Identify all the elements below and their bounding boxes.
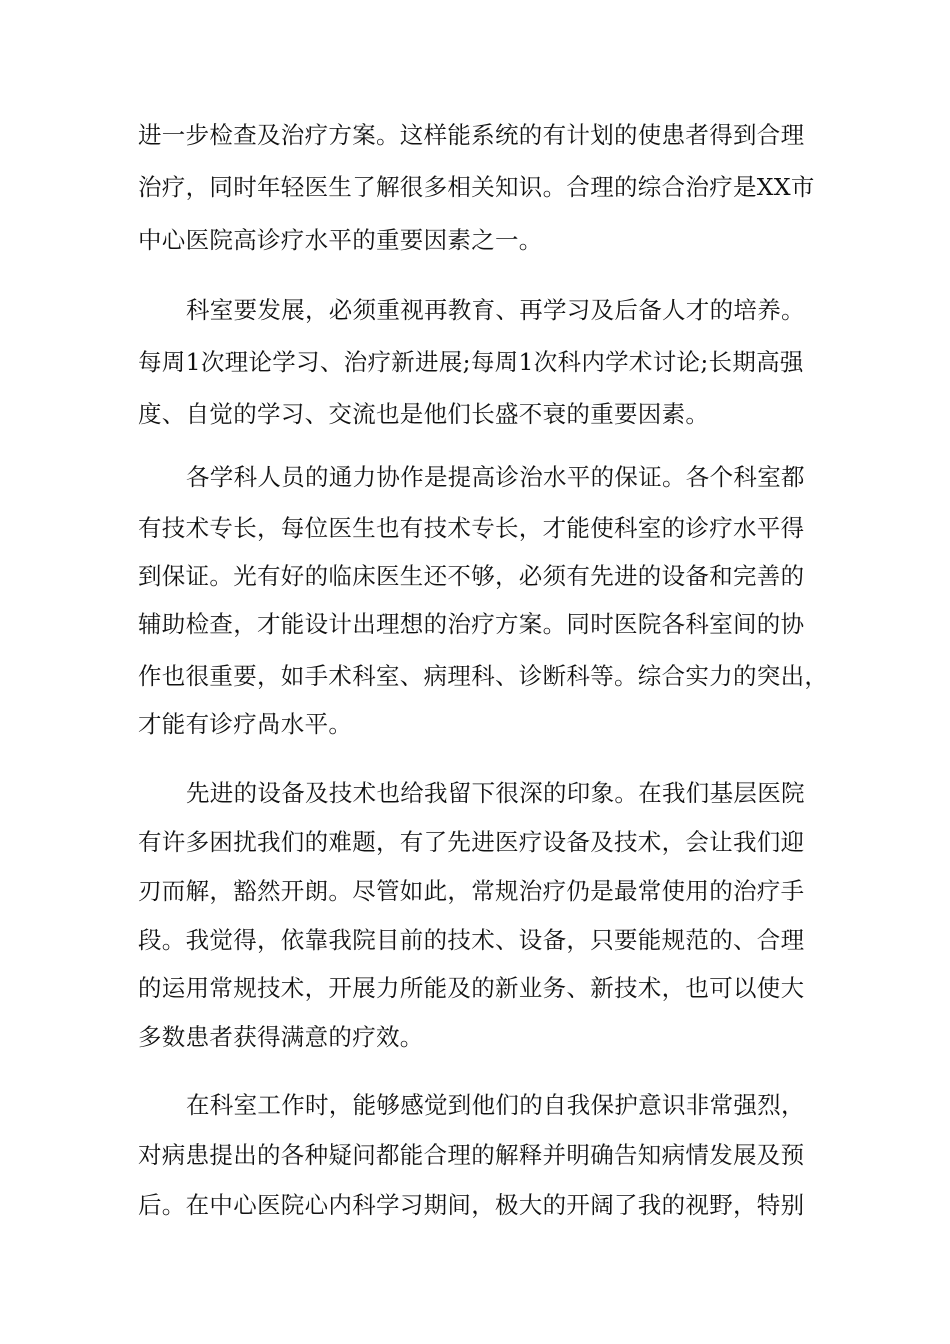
text-line: 段。我觉得，依靠我院目前的技术、设备，只要能规范的、合理 [138, 926, 805, 954]
text-line: 刃而解，豁然开朗。尽管如此，常规治疗仍是最常使用的治疗手 [138, 877, 805, 905]
text-line: 作也很重要，如手术科室、病理科、诊断科等。综合实力的突出， [138, 662, 829, 690]
text-line: 进一步检查及治疗方案。这样能系统的有计划的使患者得到合理 [138, 121, 805, 149]
text-line: 度、自觉的学习、交流也是他们长盛不衰的重要因素。 [138, 400, 710, 428]
text-line: 才能有诊疗咼水平。 [138, 710, 353, 738]
text-line: 每周1次理论学习、治疗新进展;每周1次科内学术讨论;长期高强 [138, 348, 804, 376]
text-line: 中心医院高诊疗水平的重要因素之一。 [138, 226, 543, 254]
text-line: 多数患者获得满意的疗效。 [138, 1023, 424, 1051]
text-line: 的运用常规技术，开展力所能及的新业务、新技术，也可以使大 [138, 974, 805, 1002]
text-line: 辅助检查，才能设计出理想的治疗方案。同时医院各科室间的协 [138, 610, 805, 638]
text-line: 有技术专长，每位医生也有技术专长，才能使科室的诊疗水平得 [138, 514, 805, 542]
text-line: 后。在中心医院心内科学习期间，极大的开阔了我的视野，特别 [138, 1191, 805, 1219]
paragraph-first-line: 科室要发展，必须重视再教育、再学习及后备人才的培养。 [186, 296, 805, 324]
text-line: 治疗，同时年轻医生了解很多相关知识。合理的综合治疗是XX市 [138, 173, 815, 201]
text-line: 到保证。光有好的临床医生还不够，必须有先进的设备和完善的 [138, 562, 805, 590]
text-line: 对病患提出的各种疑问都能合理的解释并明确告知病情发展及预 [138, 1141, 805, 1169]
text-line: 有许多困扰我们的难题，有了先进医疗设备及技术，会让我们迎 [138, 828, 805, 856]
paragraph-first-line: 在科室工作时，能够感觉到他们的自我保护意识非常强烈， [186, 1091, 805, 1119]
paragraph-first-line: 先进的设备及技术也给我留下很深的印象。在我们基层医院 [186, 779, 805, 807]
paragraph-first-line: 各学科人员的通力协作是提高诊治水平的保证。各个科室都 [186, 463, 805, 491]
